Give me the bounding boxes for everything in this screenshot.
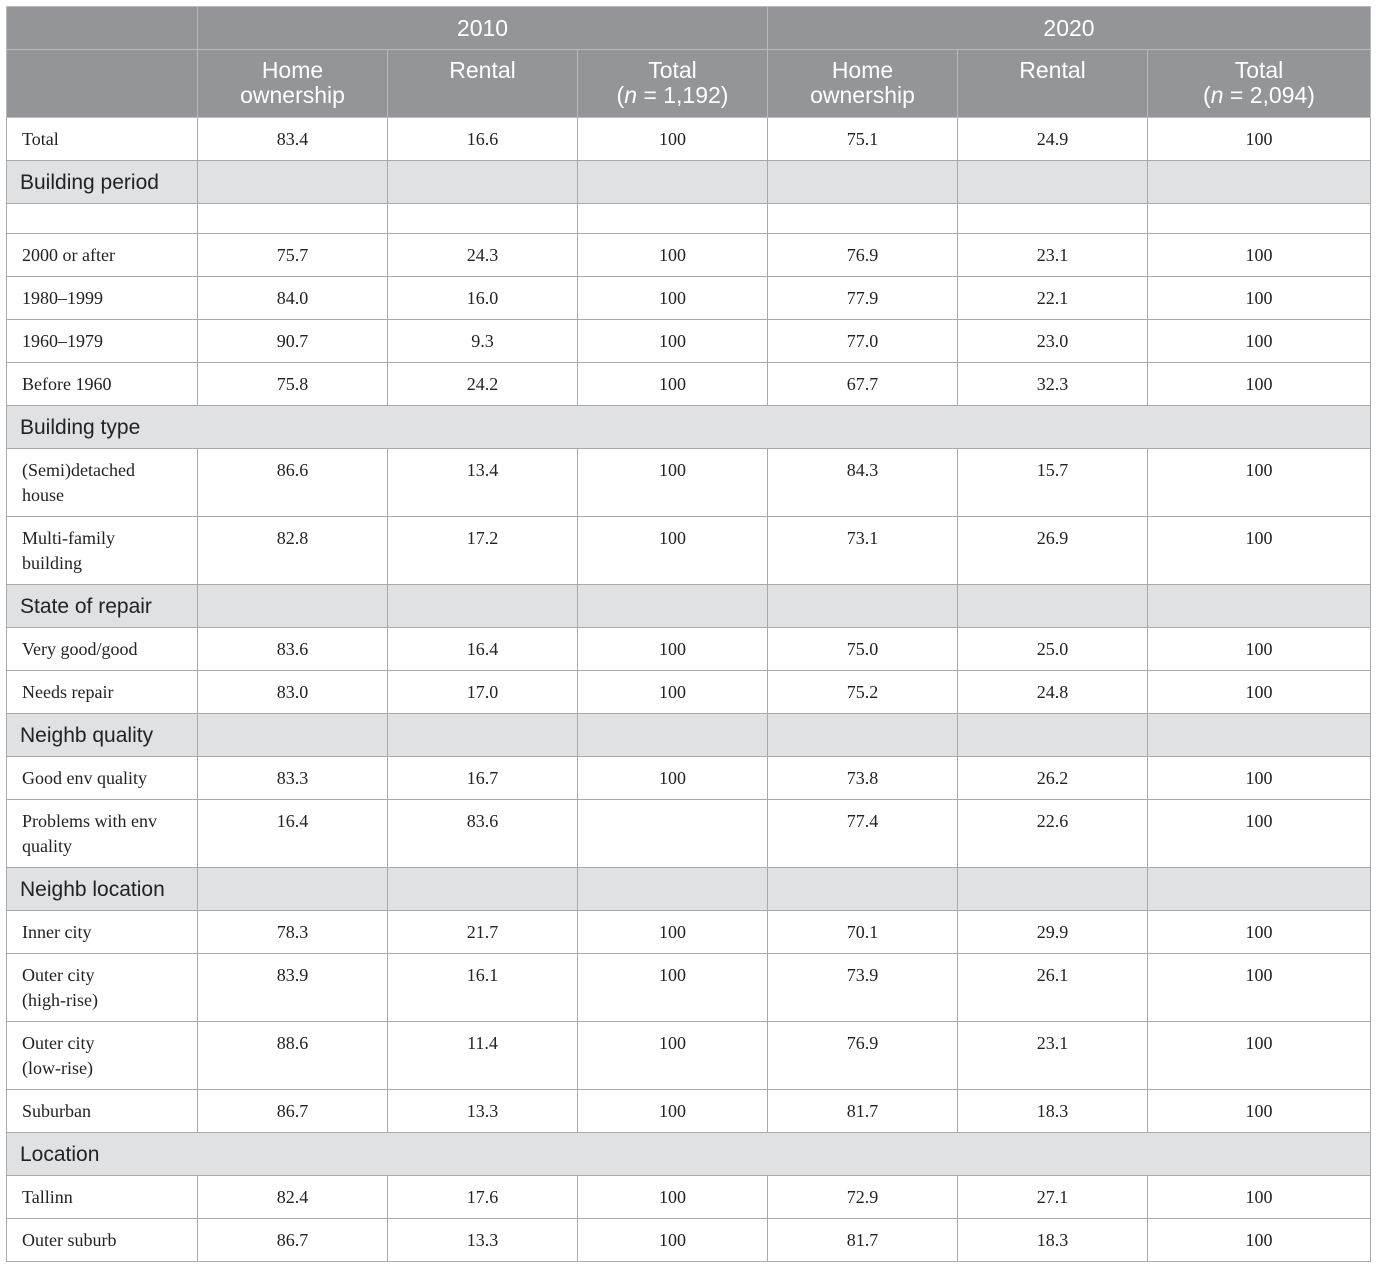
cell: 100 bbox=[1148, 517, 1371, 585]
cell: 100 bbox=[1148, 363, 1371, 406]
cell: 13.4 bbox=[388, 449, 578, 517]
table-header bbox=[7, 7, 1371, 118]
n-symbol: n bbox=[1210, 82, 1224, 108]
cell: 88.6 bbox=[198, 1022, 388, 1090]
cell: 16.6 bbox=[388, 118, 578, 161]
year-2020-header: 2020 bbox=[768, 7, 1371, 50]
cell: 75.1 bbox=[768, 118, 958, 161]
cell bbox=[958, 585, 1148, 628]
cell: 73.9 bbox=[768, 954, 958, 1022]
cell: 22.6 bbox=[958, 800, 1148, 868]
label-line: (high-rise) bbox=[22, 990, 98, 1010]
section-label: Location bbox=[7, 1133, 1371, 1176]
cell: 100 bbox=[578, 363, 768, 406]
header-corner-sub bbox=[7, 50, 198, 118]
cell: 26.2 bbox=[958, 757, 1148, 800]
cell: 27.1 bbox=[958, 1176, 1148, 1219]
cell: 81.7 bbox=[768, 1219, 958, 1262]
cell bbox=[958, 204, 1148, 234]
col-home-ownership-2020 bbox=[768, 50, 958, 118]
cell: 17.6 bbox=[388, 1176, 578, 1219]
cell: 100 bbox=[1148, 911, 1371, 954]
header-line: Total bbox=[648, 57, 697, 83]
col-rental-2010 bbox=[388, 50, 578, 118]
cell: 100 bbox=[1148, 800, 1371, 868]
cell bbox=[388, 161, 578, 204]
cell bbox=[768, 204, 958, 234]
cell: 100 bbox=[1148, 1022, 1371, 1090]
cell: 29.9 bbox=[958, 911, 1148, 954]
cell: 21.7 bbox=[388, 911, 578, 954]
n-symbol: n bbox=[624, 82, 638, 108]
cell: 9.3 bbox=[388, 320, 578, 363]
section-row bbox=[7, 1133, 1371, 1176]
cell: 100 bbox=[1148, 757, 1371, 800]
cell: 83.0 bbox=[198, 671, 388, 714]
cell bbox=[578, 714, 768, 757]
cell: 81.7 bbox=[768, 1090, 958, 1133]
cell: 18.3 bbox=[958, 1090, 1148, 1133]
header-n-2010 bbox=[578, 83, 767, 108]
table-row bbox=[7, 1176, 1371, 1219]
section-label: Building type bbox=[7, 406, 1371, 449]
section-label: State of repair bbox=[7, 585, 198, 628]
cell: 82.8 bbox=[198, 517, 388, 585]
table-row bbox=[7, 517, 1371, 585]
label-line: house bbox=[22, 485, 64, 505]
cell: 100 bbox=[1148, 118, 1371, 161]
cell: 100 bbox=[578, 118, 768, 161]
header-corner bbox=[7, 7, 198, 50]
row-label: Outer suburb bbox=[7, 1219, 198, 1262]
cell: 100 bbox=[1148, 449, 1371, 517]
cell bbox=[7, 204, 198, 234]
cell bbox=[578, 161, 768, 204]
cell: 86.6 bbox=[198, 449, 388, 517]
section-label: Neighb location bbox=[7, 868, 198, 911]
cell: 17.2 bbox=[388, 517, 578, 585]
cell bbox=[768, 161, 958, 204]
cell: 100 bbox=[578, 757, 768, 800]
cell bbox=[198, 161, 388, 204]
table-row bbox=[7, 954, 1371, 1022]
row-label: Total bbox=[7, 118, 198, 161]
cell: 32.3 bbox=[958, 363, 1148, 406]
header-line: Home bbox=[831, 57, 894, 83]
cell bbox=[198, 204, 388, 234]
cell: 26.9 bbox=[958, 517, 1148, 585]
cell: 13.3 bbox=[388, 1090, 578, 1133]
year-2010-header: 2010 bbox=[198, 7, 768, 50]
cell bbox=[1148, 585, 1371, 628]
cell: 24.3 bbox=[388, 234, 578, 277]
cell bbox=[578, 585, 768, 628]
cell: 72.9 bbox=[768, 1176, 958, 1219]
header-line: Total bbox=[1234, 57, 1284, 83]
row-label: 1960–1979 bbox=[7, 320, 198, 363]
cell: 67.7 bbox=[768, 363, 958, 406]
cell: 100 bbox=[1148, 1176, 1371, 1219]
cell: 100 bbox=[1148, 628, 1371, 671]
cell: 11.4 bbox=[388, 1022, 578, 1090]
cell: 23.1 bbox=[958, 1022, 1148, 1090]
col-total-2010 bbox=[578, 50, 768, 118]
cell bbox=[388, 585, 578, 628]
header-line: ownership bbox=[810, 82, 915, 108]
table-row bbox=[7, 1022, 1371, 1090]
cell: 23.0 bbox=[958, 320, 1148, 363]
cell: 100 bbox=[578, 320, 768, 363]
cell: 100 bbox=[578, 911, 768, 954]
table-row bbox=[7, 277, 1371, 320]
cell: 73.8 bbox=[768, 757, 958, 800]
section-row bbox=[7, 585, 1371, 628]
table-row bbox=[7, 1090, 1371, 1133]
cell bbox=[1148, 204, 1371, 234]
cell bbox=[1148, 868, 1371, 911]
row-label bbox=[7, 800, 198, 868]
table-row bbox=[7, 911, 1371, 954]
table-body bbox=[7, 118, 1371, 1262]
cell: 90.7 bbox=[198, 320, 388, 363]
row-label: Inner city bbox=[7, 911, 198, 954]
table-row bbox=[7, 234, 1371, 277]
cell: 75.7 bbox=[198, 234, 388, 277]
section-row bbox=[7, 161, 1371, 204]
cell: 100 bbox=[1148, 671, 1371, 714]
cell: 100 bbox=[578, 1176, 768, 1219]
cell: 24.2 bbox=[388, 363, 578, 406]
label-line: (low-rise) bbox=[22, 1058, 93, 1078]
cell: 83.6 bbox=[388, 800, 578, 868]
cell bbox=[198, 714, 388, 757]
paren: ( bbox=[1203, 82, 1211, 108]
cell: 18.3 bbox=[958, 1219, 1148, 1262]
cell: 84.0 bbox=[198, 277, 388, 320]
table-row bbox=[7, 628, 1371, 671]
cell: 100 bbox=[578, 1090, 768, 1133]
cell: 75.2 bbox=[768, 671, 958, 714]
row-label: Tallinn bbox=[7, 1176, 198, 1219]
header-line: Rental bbox=[1019, 57, 1086, 83]
table-row bbox=[7, 757, 1371, 800]
cell bbox=[1148, 714, 1371, 757]
label-line: Outer city bbox=[22, 1033, 95, 1053]
label-line: (Semi)detached bbox=[22, 460, 135, 480]
cell: 100 bbox=[1148, 954, 1371, 1022]
cell: 100 bbox=[578, 671, 768, 714]
section-row bbox=[7, 868, 1371, 911]
row-label bbox=[7, 954, 198, 1022]
cell: 16.0 bbox=[388, 277, 578, 320]
row-label: Very good/good bbox=[7, 628, 198, 671]
cell: 82.4 bbox=[198, 1176, 388, 1219]
header-line: ownership bbox=[240, 82, 345, 108]
section-label: Building period bbox=[7, 161, 198, 204]
section-row bbox=[7, 714, 1371, 757]
cell: 83.9 bbox=[198, 954, 388, 1022]
cell: 86.7 bbox=[198, 1090, 388, 1133]
table-row bbox=[7, 1219, 1371, 1262]
cell bbox=[578, 204, 768, 234]
header-line: Rental bbox=[449, 57, 516, 83]
row-label: Before 1960 bbox=[7, 363, 198, 406]
cell: 22.1 bbox=[958, 277, 1148, 320]
cell: 100 bbox=[578, 277, 768, 320]
col-rental-2020 bbox=[958, 50, 1148, 118]
cell: 100 bbox=[1148, 277, 1371, 320]
label-line: quality bbox=[22, 836, 72, 856]
cell: 77.9 bbox=[768, 277, 958, 320]
cell: 75.8 bbox=[198, 363, 388, 406]
row-label bbox=[7, 517, 198, 585]
cell: 86.7 bbox=[198, 1219, 388, 1262]
n-value: = 1,192) bbox=[637, 82, 729, 108]
cell: 84.3 bbox=[768, 449, 958, 517]
cell: 70.1 bbox=[768, 911, 958, 954]
cell bbox=[388, 868, 578, 911]
row-label: 1980–1999 bbox=[7, 277, 198, 320]
cell: 15.7 bbox=[958, 449, 1148, 517]
row-label: Suburban bbox=[7, 1090, 198, 1133]
cell: 24.8 bbox=[958, 671, 1148, 714]
cell bbox=[198, 868, 388, 911]
cell: 76.9 bbox=[768, 234, 958, 277]
label-line: building bbox=[22, 553, 83, 573]
cell: 100 bbox=[578, 954, 768, 1022]
cell: 75.0 bbox=[768, 628, 958, 671]
cell: 100 bbox=[578, 1219, 768, 1262]
row-label: Good env quality bbox=[7, 757, 198, 800]
cell: 100 bbox=[578, 1022, 768, 1090]
tenure-table bbox=[6, 6, 1371, 1262]
cell bbox=[768, 585, 958, 628]
cell: 16.1 bbox=[388, 954, 578, 1022]
cell: 100 bbox=[1148, 1090, 1371, 1133]
table-row bbox=[7, 800, 1371, 868]
cell: 83.4 bbox=[198, 118, 388, 161]
cell bbox=[958, 161, 1148, 204]
cell: 100 bbox=[578, 517, 768, 585]
cell bbox=[198, 585, 388, 628]
col-total-2020 bbox=[1148, 50, 1371, 118]
row-label bbox=[7, 449, 198, 517]
cell bbox=[768, 714, 958, 757]
row-label: Needs repair bbox=[7, 671, 198, 714]
label-line: Outer city bbox=[22, 965, 95, 985]
table-row bbox=[7, 449, 1371, 517]
cell: 76.9 bbox=[768, 1022, 958, 1090]
n-value: = 2,094) bbox=[1223, 82, 1315, 108]
cell: 16.7 bbox=[388, 757, 578, 800]
table-row bbox=[7, 118, 1371, 161]
cell: 100 bbox=[1148, 320, 1371, 363]
cell bbox=[958, 868, 1148, 911]
header-n-2020 bbox=[1148, 83, 1370, 108]
cell: 16.4 bbox=[198, 800, 388, 868]
table-container bbox=[6, 6, 1370, 1262]
col-home-ownership-2010 bbox=[198, 50, 388, 118]
cell: 83.6 bbox=[198, 628, 388, 671]
cell: 26.1 bbox=[958, 954, 1148, 1022]
cell: 100 bbox=[578, 234, 768, 277]
cell bbox=[388, 714, 578, 757]
cell: 100 bbox=[1148, 234, 1371, 277]
cell: 25.0 bbox=[958, 628, 1148, 671]
cell: 13.3 bbox=[388, 1219, 578, 1262]
cell bbox=[958, 714, 1148, 757]
cell bbox=[1148, 161, 1371, 204]
table-row bbox=[7, 363, 1371, 406]
cell bbox=[768, 868, 958, 911]
section-label: Neighb quality bbox=[7, 714, 198, 757]
paren: ( bbox=[616, 82, 625, 108]
cell: 78.3 bbox=[198, 911, 388, 954]
cell bbox=[578, 868, 768, 911]
cell: 24.9 bbox=[958, 118, 1148, 161]
cell: 77.0 bbox=[768, 320, 958, 363]
table-row bbox=[7, 320, 1371, 363]
cell: 17.0 bbox=[388, 671, 578, 714]
row-label bbox=[7, 1022, 198, 1090]
header-line: Home bbox=[261, 57, 324, 83]
cell: 77.4 bbox=[768, 800, 958, 868]
section-row bbox=[7, 406, 1371, 449]
label-line: Multi-family bbox=[22, 528, 115, 548]
cell: 100 bbox=[578, 449, 768, 517]
row-label: 2000 or after bbox=[7, 234, 198, 277]
label-line: Problems with env bbox=[22, 811, 157, 831]
cell bbox=[388, 204, 578, 234]
cell bbox=[578, 800, 768, 868]
table-row bbox=[7, 671, 1371, 714]
cell: 73.1 bbox=[768, 517, 958, 585]
cell: 100 bbox=[1148, 1219, 1371, 1262]
cell: 23.1 bbox=[958, 234, 1148, 277]
blank-row bbox=[7, 204, 1371, 234]
cell: 83.3 bbox=[198, 757, 388, 800]
cell: 100 bbox=[578, 628, 768, 671]
cell: 16.4 bbox=[388, 628, 578, 671]
